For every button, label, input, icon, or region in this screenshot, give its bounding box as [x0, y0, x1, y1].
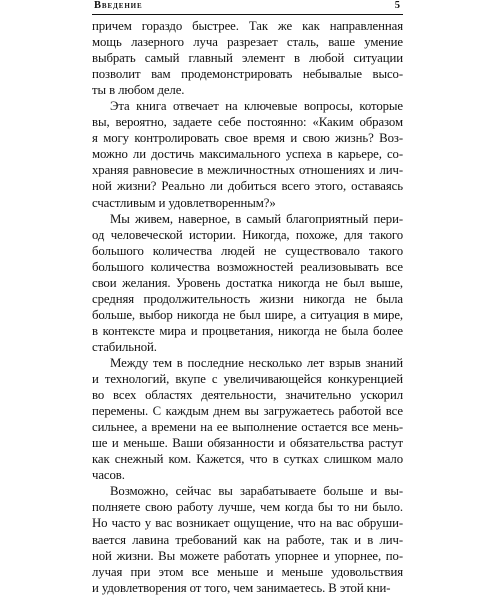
paragraph: [92, 18, 403, 98]
text-line: причем гораздо быстрее. Так же как направленная: [92, 19, 403, 33]
text-line: часов.: [92, 468, 125, 483]
text-line: ной жизни. Вы можете работать упорнее и упорнее, по-: [92, 548, 403, 563]
text-line: я могу контролировать свое время и свою жизнь? Воз-: [92, 131, 403, 146]
paragraph: [92, 483, 403, 595]
text-line: и удовлетворения от того, чем занимаетесь. В этой кни-: [92, 580, 391, 595]
text-line: стабильной.: [92, 339, 157, 354]
text-line: больше, выбор никогда не был шире, а ситуация в мире,: [92, 307, 403, 322]
text-line: од человеческой истории. Никогда, похоже, для такого: [92, 227, 403, 242]
text-line: храняя равновесие в межличностных отношениях и лич-: [92, 163, 403, 178]
paragraph: [92, 211, 403, 355]
text-line: Но часто у вас возникает ощущение, что на вас обруши-: [92, 516, 403, 531]
text-line: Возможно, сейчас вы зарабатываете больше и вы-: [110, 484, 403, 499]
text-line: сильнее, а времени на ее выполнение остается все мень-: [92, 420, 403, 435]
text-line: Мы живем, наверное, в самый благоприятный пери-: [110, 211, 403, 226]
text-line: в контексте мира и процветания, никогда не была более: [92, 323, 403, 338]
page-number: 5: [394, 0, 400, 11]
text-line: большого количества людей не существовало такого: [92, 243, 403, 258]
text-line: ты в любом деле.: [92, 83, 185, 98]
text-line: лучая при этом все меньше и меньше удовольствия: [92, 564, 403, 579]
text-line: как снежный ком. Кажется, что в сутках слишком мало: [92, 452, 403, 467]
paragraph: [92, 355, 403, 483]
text-line: средняя продолжительность жизни никогда не была: [92, 291, 403, 306]
text-line: мощь лазерного луча разрезает сталь, ваше умение: [92, 35, 403, 50]
text-line: и технологий, вкупе с увеличивающейся конкуренцией: [92, 372, 403, 387]
section-title: Введение: [94, 0, 143, 11]
text-line: Эта книга отвечает на ключевые вопросы, которые: [110, 99, 403, 114]
text-line: перемены. С каждым днем вы загружаетесь работой все: [92, 404, 403, 419]
text-line: можно ли достичь максимального успеха в карьере, со-: [92, 147, 403, 162]
running-header: [92, 0, 403, 15]
text-line: вы, вероятно, задаете себе постоянно: «Каким образом: [92, 115, 403, 130]
text-line: Между тем в последние несколько лет взрыв знаний: [110, 355, 403, 370]
paragraph: [92, 98, 403, 210]
text-line: позволит вам продемонстрировать небывалые высо-: [92, 67, 403, 82]
text-line: выбрать самый главный элемент в любой ситуации: [92, 51, 403, 66]
text-line: ше и меньше. Ваши обязанности и обязательства растут: [92, 436, 403, 451]
text-line: ной жизни? Реально ли добиться всего этого, оставаясь: [92, 179, 403, 194]
text-line: большого количества возможностей реализовывать все: [92, 259, 403, 274]
book-page: [92, 0, 403, 595]
text-line: полняете свою работу лучше, чем когда бы то ни было.: [92, 500, 403, 515]
text-line: во всех областях деятельности, значительно ускорил: [92, 388, 403, 403]
body-text: [92, 18, 403, 596]
text-line: свои желания. Уровень достатка никогда не был выше,: [92, 275, 403, 290]
text-line: счастливым и удовлетворенным?»: [92, 195, 276, 210]
text-line: вается лавина требований как на работе, так и в лич-: [92, 532, 403, 547]
